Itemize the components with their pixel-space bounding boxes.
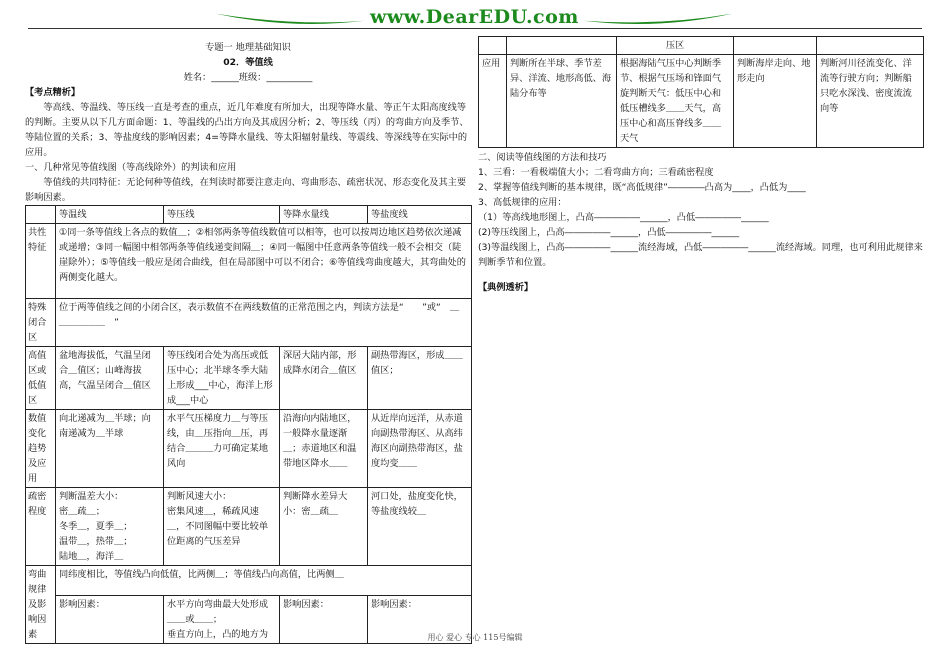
contour-table [25, 205, 472, 644]
row-label: 数值变化趋势及应用 [26, 410, 56, 488]
row-label: 弯曲规律及影响因素 [26, 566, 56, 644]
table-cell: 判断降水差异大小：密＿疏＿ [280, 488, 368, 566]
table-cell: 盆地海拔低，气温呈闭合＿值区；山峰海拔高，气温呈闭合＿值区 [56, 347, 164, 410]
row-label: 疏密程度 [26, 488, 56, 566]
table-cell: 河口处，盐度变化快，等盐度线较＿ [368, 488, 472, 566]
table-cell: 向北递减为＿半球；向南递减为＿半球 [56, 410, 164, 488]
table-cell [507, 37, 617, 55]
table-cell [817, 37, 924, 55]
table-row [26, 347, 472, 410]
table-header-row [26, 206, 472, 224]
name-class-line: 姓名：______班级：__________ [183, 72, 313, 83]
site-name: www.DearEDU.com [370, 6, 579, 28]
common-features: 等值线的共同特征：无论何种等值线，在判读时都要注意走向、弯曲形态、疏密状况、形态变化及其主要影响因素。 [25, 177, 467, 203]
table-row [479, 55, 924, 148]
header-cell: 等降水量线 [280, 206, 368, 224]
table-cell: 判断所在半球、季节差异、洋流、地形高低、海陆分布等 [507, 55, 617, 148]
table-row [26, 410, 472, 488]
right-column [478, 36, 928, 295]
table-row [26, 488, 472, 566]
table-cell [479, 37, 507, 55]
header-cell: 等压线 [164, 206, 280, 224]
table-cell: 根据海陆气压中心判断季节、根据气压场和锋面气旋判断天气：低压中心和低压槽线多＿＿天气，高压中心和高压脊线多＿＿天气 [617, 55, 734, 148]
left-column [25, 40, 471, 644]
table-row [479, 37, 924, 55]
table-row [26, 224, 472, 299]
table-cell: 压区 [617, 37, 734, 55]
topic-title: 专题一 地理基础知识 [205, 42, 291, 53]
table-cell: 沿海向内陆地区，一般降水量逐渐＿；赤道地区和温带地区降水＿＿ [280, 410, 368, 488]
header-cell [26, 206, 56, 224]
section2-heading: 二、阅读等值线图的方法和技巧 [478, 152, 607, 163]
table-cell: 判断风速大小： 密集风速＿，稀疏风速＿，不同图幅中要比较单位距离的气压差异 [164, 488, 280, 566]
table-cell: 水平方向弯曲最大处形成＿＿或＿＿； 垂直方向上，凸的地方为 [164, 596, 280, 644]
table-cell: 深居大陆内部，形成降水闭合＿值区 [280, 347, 368, 410]
section1-heading: 一、几种常见等值线图（等高线除外）的判读和应用 [25, 162, 237, 173]
kaodian-heading: 【考点精析】 [25, 87, 81, 98]
list-item: （1）等高线地形图上，凸高―――――______，凸低―――――______ [478, 212, 769, 223]
row-label: 高值区或低值区 [26, 347, 56, 410]
application-table [478, 36, 924, 148]
left-swoosh-icon [205, 10, 375, 28]
row-label: 特殊闭合区 [26, 299, 56, 347]
table-cell [734, 37, 817, 55]
header-cell: 等盐度线 [368, 206, 472, 224]
table-cell: 影响因素： [56, 596, 164, 644]
table-cell: 同纬度相比，等值线凸向低值，比两侧＿；等值线凸向高值，比两侧＿ [56, 566, 472, 596]
table-cell: 等压线闭合处为高压或低压中心；北半球冬季大陆上形成___中心，海洋上形成___中心 [164, 347, 280, 410]
row-label: 应用 [479, 55, 507, 148]
header-cell: 等温线 [56, 206, 164, 224]
table-cell: 副热带海区，形成＿＿值区； [368, 347, 472, 410]
table-cell: 判断河川径流变化、洋流等行驶方向；判断船只吃水深浅、密度流流向等 [817, 55, 924, 148]
table-cell: 判断温差大小： 密＿疏＿； 冬季＿，夏季＿； 温带＿，热带＿； 陆地＿，海洋＿ [56, 488, 164, 566]
table-cell: 判断海岸走向、地形走向 [734, 55, 817, 148]
table-row [26, 299, 472, 347]
header-rule [28, 28, 922, 29]
page-footer: 用心 爱心 专心 115号编辑 [427, 633, 523, 642]
right-swoosh-icon [573, 10, 743, 28]
intro-paragraph: 等高线、等温线、等压线一直是考查的重点，近几年难度有所加大，出现等降水量、等正午太阳高度线等的判断。主要从以下几方面命题：1、等温线的凸出方向及其成因分析；2、等压线（丙）的弯曲方向及季节、等陆位置的关系；3、等盐度线的影响因素；4=等降水量线、等太阳辐射量线、等震线、等深线等在实际中的应用。 [25, 102, 469, 158]
table-cell: 位于两等值线之间的小闭合区，表示数值不在两线数值的正常范围之内，判读方法是“ ”或“ ＿＿＿＿＿＿ ” [56, 299, 472, 347]
table-cell: ①同一条等值线上各点的数值＿；②相邻两条等值线数值可以相等，也可以按周边地区趋势依次递减或递增；③同一幅图中相邻两条等值线递变间隔＿；④同一幅图中任意两条等值线一般不会相交（陡崖除外）；⑤等值线一般应是闭合曲线，但在局部图中可以不闭合；⑥等值线弯曲度越大，其弯曲处的两侧变化越大。 [56, 224, 472, 299]
table-cell: 从近岸向远洋，从赤道向副热带海区、从高纬海区向副热带海区，盐度均变＿＿ [368, 410, 472, 488]
table-row [26, 566, 472, 596]
list-item: 1、三看：一看极端值大小；二看弯曲方向；三看疏密程度 [478, 167, 714, 178]
list-item: 2、掌握等值线判断的基本规律，既“高低规律”――――凸高为____，凸低为____ [478, 182, 806, 193]
list-item: (3)等温线图上，凸高―――――______流经海域，凸低―――――______流经海域。同理，也可利用此规律来判断季节和位置。 [478, 242, 923, 268]
table-cell: 影响因素： [368, 596, 472, 644]
list-item: (2)等压线图上，凸高―――――______，凸低―――――______ [478, 227, 740, 238]
site-logo [205, 4, 740, 34]
list-item: 3、高低规律的应用： [478, 197, 567, 208]
row-label: 共性特征 [26, 224, 56, 299]
table-cell: 水平气压梯度力＿与等压线，由＿压指向＿压，再结合＿＿＿力可确定某地风向 [164, 410, 280, 488]
example-heading: 【典例透析】 [478, 282, 534, 293]
table-cell: 影响因素： [280, 596, 368, 644]
lesson-title: 02．等值线 [223, 57, 273, 68]
